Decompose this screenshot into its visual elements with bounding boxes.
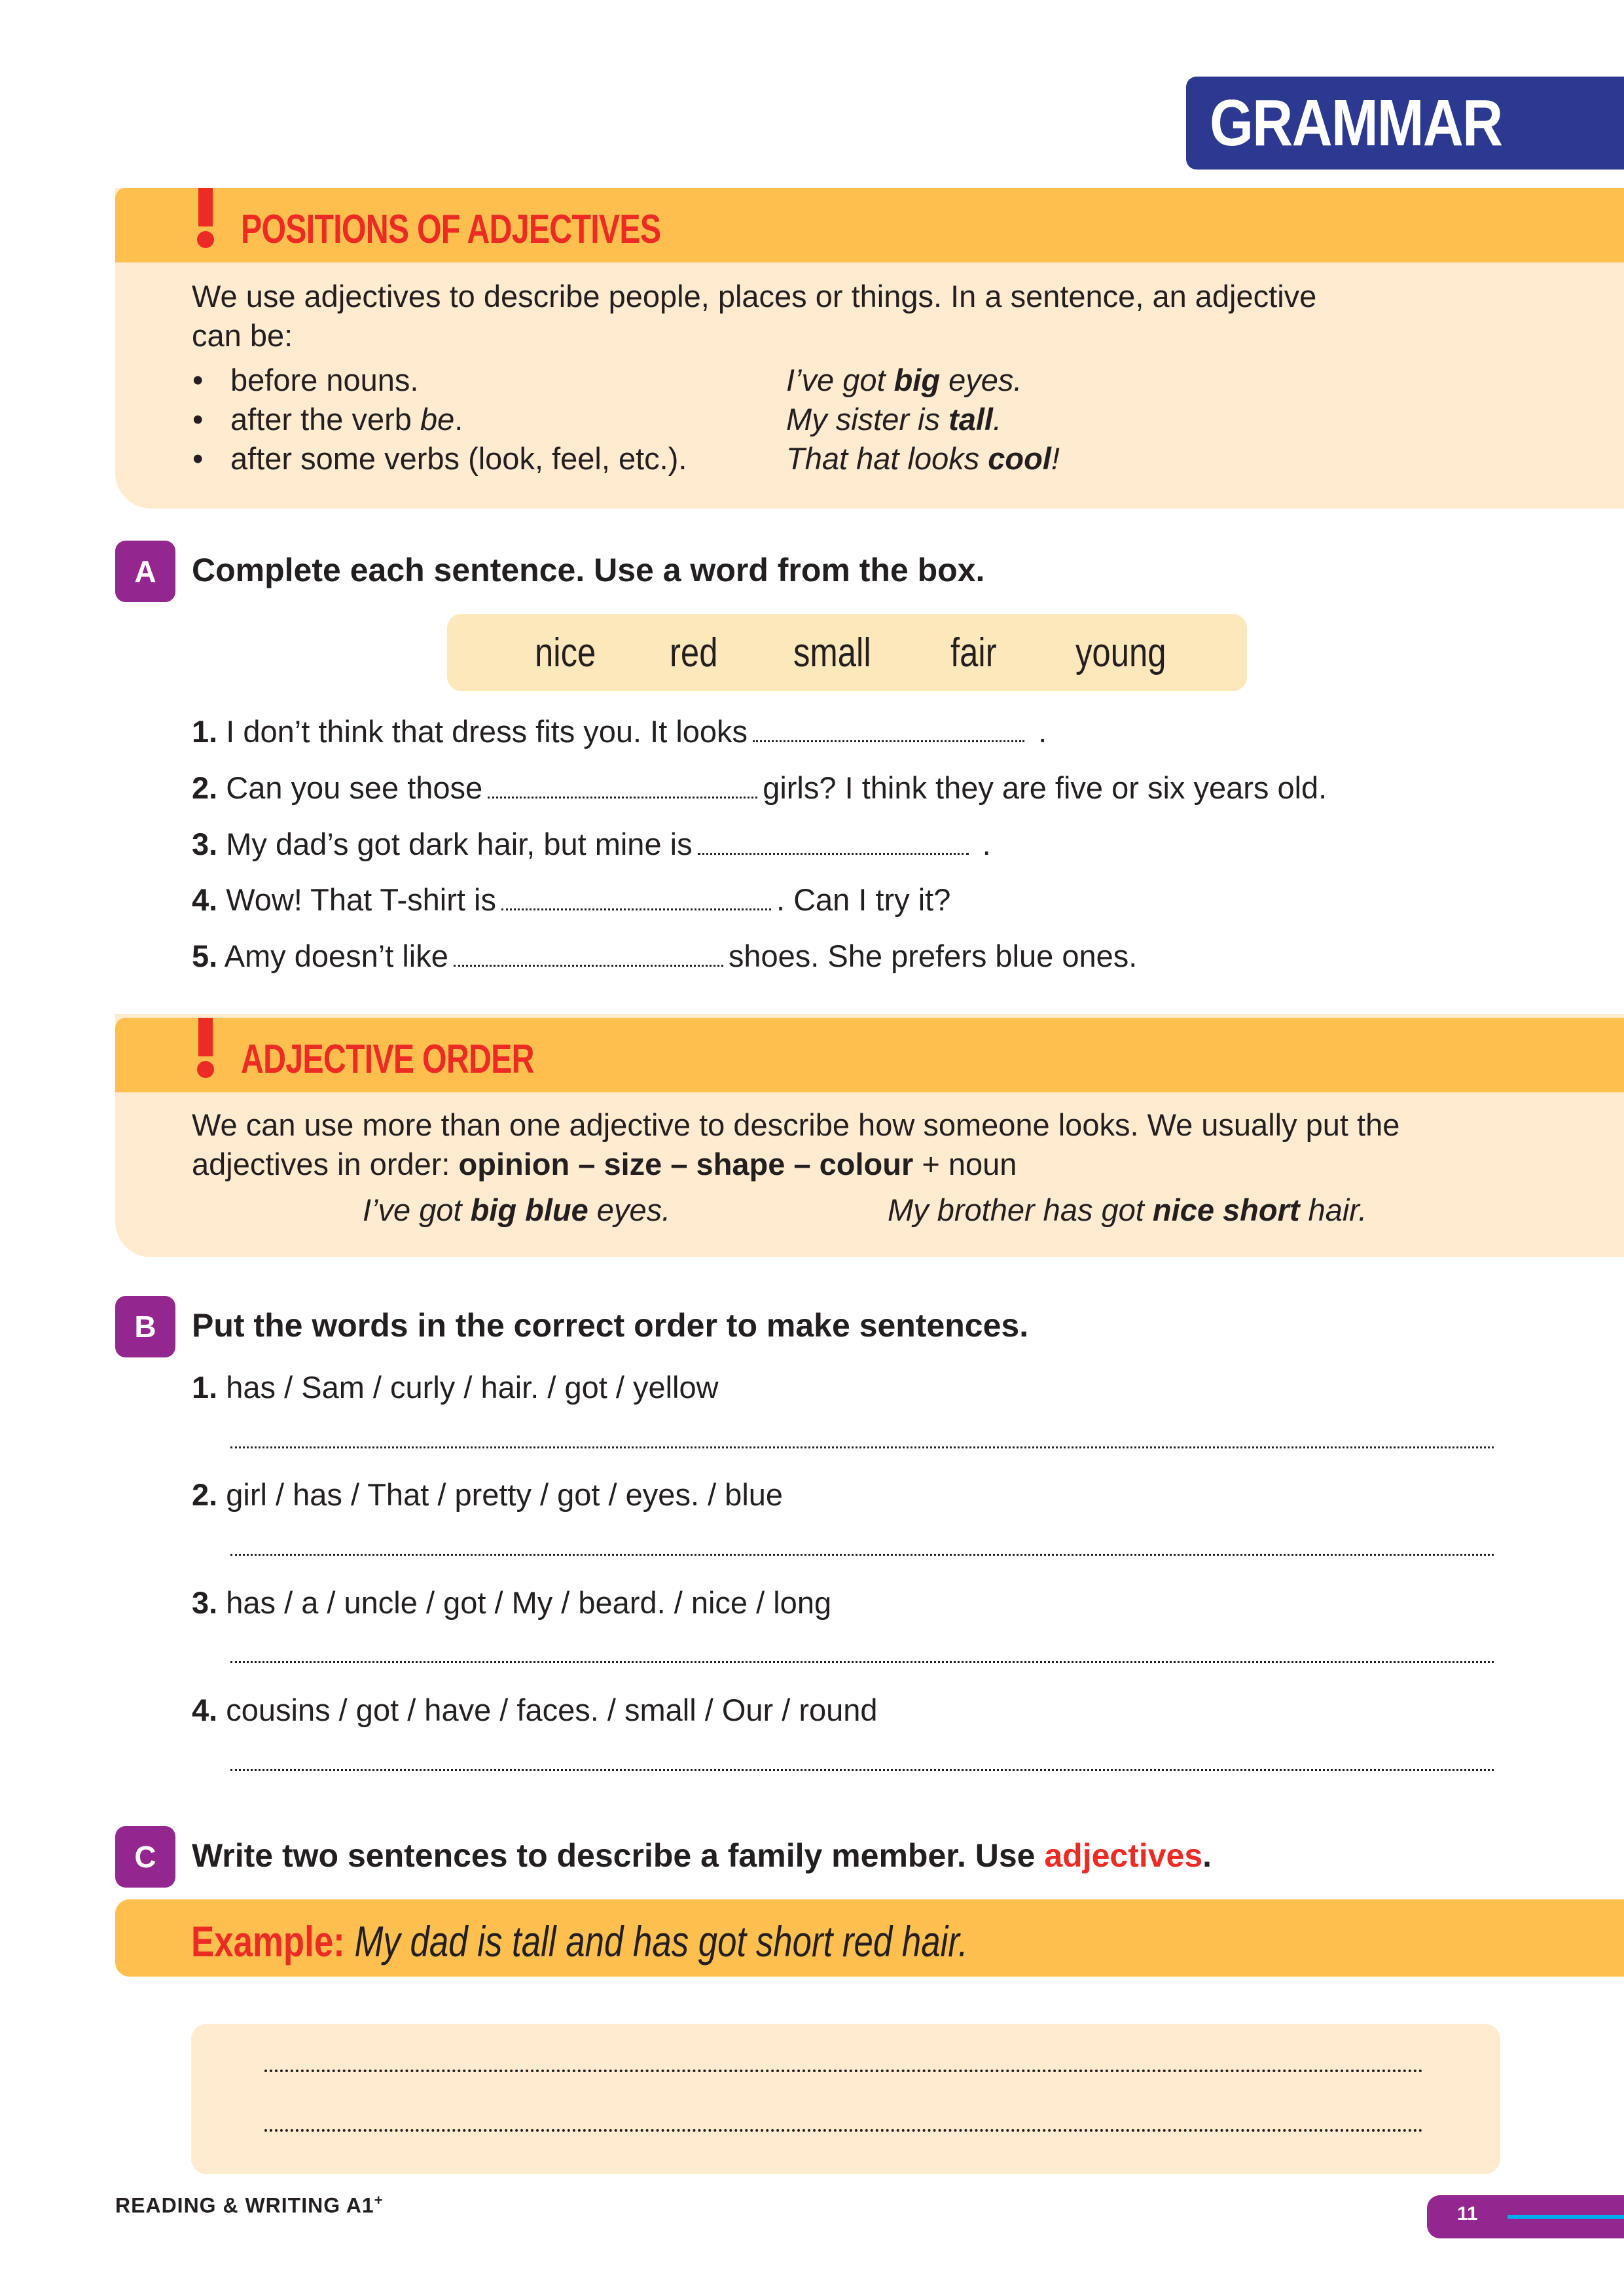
rule-text: after the verb be.	[230, 402, 463, 437]
answer-blank[interactable]	[454, 964, 723, 967]
section-tab-label: GRAMMAR	[1210, 86, 1502, 160]
answer-line[interactable]	[230, 1554, 1494, 1556]
answer-blank[interactable]	[753, 740, 1024, 742]
info-box-title: POSITIONS OF ADJECTIVES	[241, 207, 661, 252]
info-box-positions-of-adjectives	[115, 188, 1624, 509]
word-option: small	[793, 630, 871, 675]
intro-line: can be:	[192, 318, 293, 353]
exercise-b-item-3: 3. has / a / uncle / got / My / beard. / nice / long	[192, 1585, 832, 1620]
exercise-b-instruction: Put the words in the correct order to make sentences.	[192, 1307, 1029, 1344]
page-accent-line	[1507, 2215, 1624, 2219]
exercise-a-item-1: 1. I don’t think that dress fits you. It looks .	[192, 714, 1047, 749]
answer-line[interactable]	[230, 1446, 1494, 1448]
exercise-badge-a: A	[115, 541, 175, 602]
exclamation-icon	[197, 188, 214, 253]
bullet-icon: •	[192, 363, 204, 397]
section-tab-grammar	[1186, 77, 1624, 170]
example-strip	[115, 1899, 1624, 1977]
exercise-b-item-1: 1. has / Sam / curly / hair. / got / yellow	[192, 1370, 719, 1405]
word-option: fair	[950, 630, 997, 675]
page-number-tab	[1427, 2195, 1624, 2238]
exercise-badge-c: C	[115, 1826, 175, 1888]
writing-line[interactable]	[264, 2070, 1423, 2072]
info-box-title: ADJECTIVE ORDER	[241, 1037, 534, 1082]
exercise-b-item-4: 4. cousins / got / have / faces. / small / Our / round	[192, 1693, 878, 1727]
order-example: My brother has got nice short hair.	[888, 1193, 1367, 1227]
writing-area[interactable]	[191, 2024, 1500, 2174]
exercise-a-item-3: 3. My dad’s got dark hair, but mine is .	[192, 827, 991, 861]
rule-text: after some verbs (look, feel, etc.).	[230, 441, 687, 476]
answer-line[interactable]	[230, 1769, 1494, 1771]
exercise-c-instruction: Write two sentences to describe a family member. Use adjectives.	[192, 1837, 1212, 1874]
example-text: Example: My dad is tall and has got short red hair.	[191, 1917, 968, 1965]
info-box-header	[115, 1018, 1624, 1092]
exercise-a-item-2: 2. Can you see those girls? I think they are five or six years old.	[192, 770, 1327, 805]
answer-blank[interactable]	[501, 908, 771, 910]
exclamation-icon	[197, 1014, 214, 1083]
intro-line: We use adjectives to describe people, places or things. In a sentence, an adjective	[192, 279, 1317, 314]
rule-example: My sister is tall.	[786, 402, 1002, 437]
answer-blank[interactable]	[698, 852, 969, 855]
exercise-b-item-2: 2. girl / has / That / pretty / got / eyes. / blue	[192, 1477, 784, 1512]
writing-line[interactable]	[264, 2129, 1423, 2132]
word-option: nice	[535, 630, 596, 675]
exercise-a-item-4: 4. Wow! That T-shirt is . Can I try it?	[192, 882, 951, 917]
answer-line[interactable]	[230, 1661, 1494, 1663]
order-example: I’ve got big blue eyes.	[363, 1193, 671, 1227]
info-box-adjective-order	[115, 1014, 1624, 1257]
rule-text: before nouns.	[230, 363, 419, 397]
word-box	[447, 614, 1247, 691]
page-number: 11	[1457, 2203, 1478, 2225]
rule-example: That hat looks cool!	[786, 441, 1060, 476]
bullet-icon: •	[192, 441, 204, 476]
exercise-a-instruction: Complete each sentence. Use a word from the box.	[192, 552, 985, 588]
word-option: young	[1075, 630, 1166, 675]
explanation-line: adjectives in order: opinion – size – shape – colour + noun	[192, 1147, 1017, 1181]
word-option: red	[670, 630, 718, 675]
info-box-header	[115, 188, 1624, 262]
bullet-icon: •	[192, 402, 204, 437]
explanation-line: We can use more than one adjective to describe how someone looks. We usually put the	[192, 1107, 1400, 1142]
exercise-a-item-5: 5. Amy doesn’t like shoes. She prefers blue ones.	[192, 939, 1138, 973]
answer-blank[interactable]	[488, 796, 757, 798]
exercise-badge-b: B	[115, 1296, 175, 1357]
book-title: READING & WRITING A1+	[115, 2192, 384, 2217]
rule-example: I’ve got big eyes.	[786, 363, 1022, 397]
